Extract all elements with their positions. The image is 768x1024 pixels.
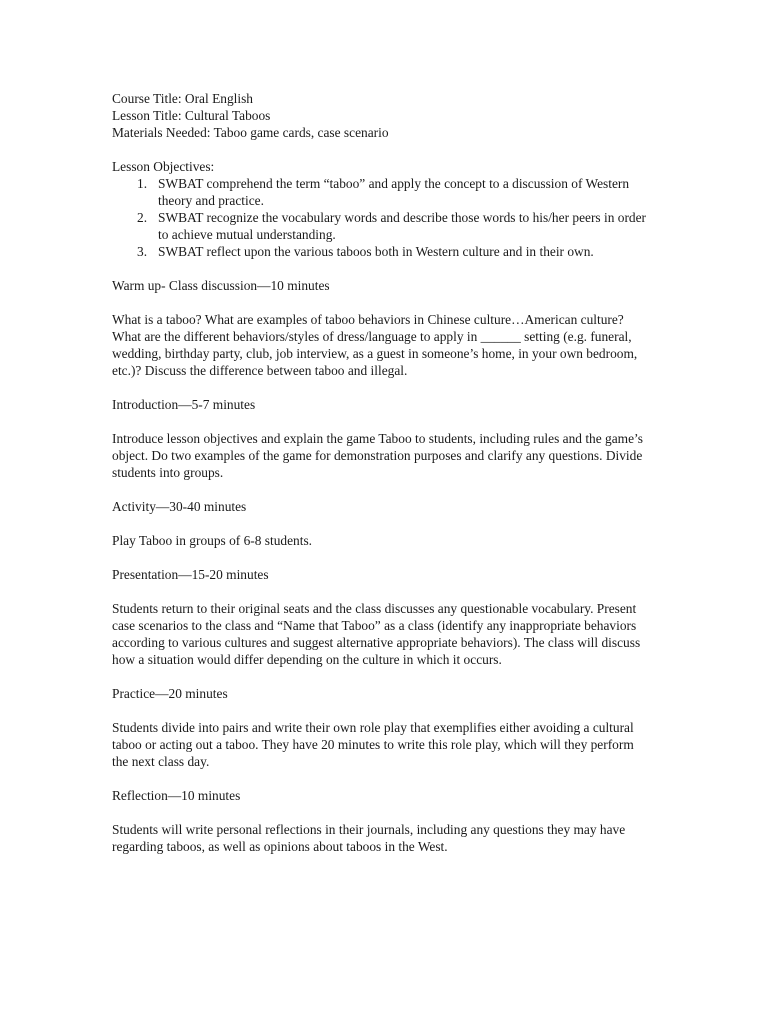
presentation-body: Students return to their original seats and the class discusses any questionable vocabulary. Present case scenarios to the class and “Name that Taboo” as a class (identify any inappropriate behaviors according to various cultures and suggest alternative appropriate behaviors). The class will discuss how a situation would differ depending on the culture in which it occurs. [112,601,641,667]
activity-body: Play Taboo in groups of 6-8 students. [112,533,313,548]
objectives-heading: Lesson Objectives: [112,159,215,174]
materials-needed: Materials Needed: Taboo game cards, case scenario [112,125,389,140]
practice-heading: Practice—20 minutes [112,686,228,701]
spacer [112,379,652,396]
practice-body: Students divide into pairs and write their own role play that exemplifies either avoiding a cultural taboo or acting out a taboo. They have 20 minutes to write this role play, which will they perform the next class day. [112,720,634,769]
reflection-heading: Reflection—10 minutes [112,788,241,803]
warmup-body: What is a taboo? What are examples of taboo behaviors in Chinese culture…American culture? What are the different behaviors/styles of dress/language to apply in ______ setting (e.g. funeral, wedding, birthday party, club, job interview, as a guest in someone’s home, in your own bedroom, etc.)? Discuss the difference between taboo and illegal. [112,312,638,378]
objective-item [112,175,652,209]
objectives-list [112,175,652,260]
objective-item [112,243,652,260]
objective-number: 1. [137,176,148,191]
spacer [112,583,652,600]
objective-text: SWBAT comprehend the term “taboo” and apply the concept to a discussion of Western theory and practice. [158,176,630,208]
spacer [112,413,652,430]
spacer [112,141,652,158]
introduction-heading: Introduction—5-7 minutes [112,397,256,412]
introduction-body: Introduce lesson objectives and explain the game Taboo to students, including rules and the game’s object. Do two examples of the game for demonstration purposes and clarify any questions. Divide students into groups. [112,431,643,480]
presentation-heading: Presentation—15-20 minutes [112,567,269,582]
activity-heading: Activity—30-40 minutes [112,499,247,514]
spacer [112,515,652,532]
document-page [112,90,652,855]
objective-text: SWBAT reflect upon the various taboos both in Western culture and in their own. [158,244,594,259]
lesson-title: Lesson Title: Cultural Taboos [112,108,271,123]
warmup-heading: Warm up- Class discussion—10 minutes [112,278,330,293]
spacer [112,294,652,311]
reflection-body: Students will write personal reflections in their journals, including any questions they may have regarding taboos, as well as opinions about taboos in the West. [112,822,626,854]
spacer [112,770,652,787]
objective-text: SWBAT recognize the vocabulary words and describe those words to his/her peers in order to achieve mutual understanding. [158,210,646,242]
objective-item [112,209,652,243]
spacer [112,668,652,685]
spacer [112,702,652,719]
spacer [112,804,652,821]
objective-number: 2. [137,210,148,225]
course-title: Course Title: Oral English [112,91,253,106]
spacer [112,549,652,566]
spacer [112,481,652,498]
objective-number: 3. [137,244,148,259]
spacer [112,260,652,277]
